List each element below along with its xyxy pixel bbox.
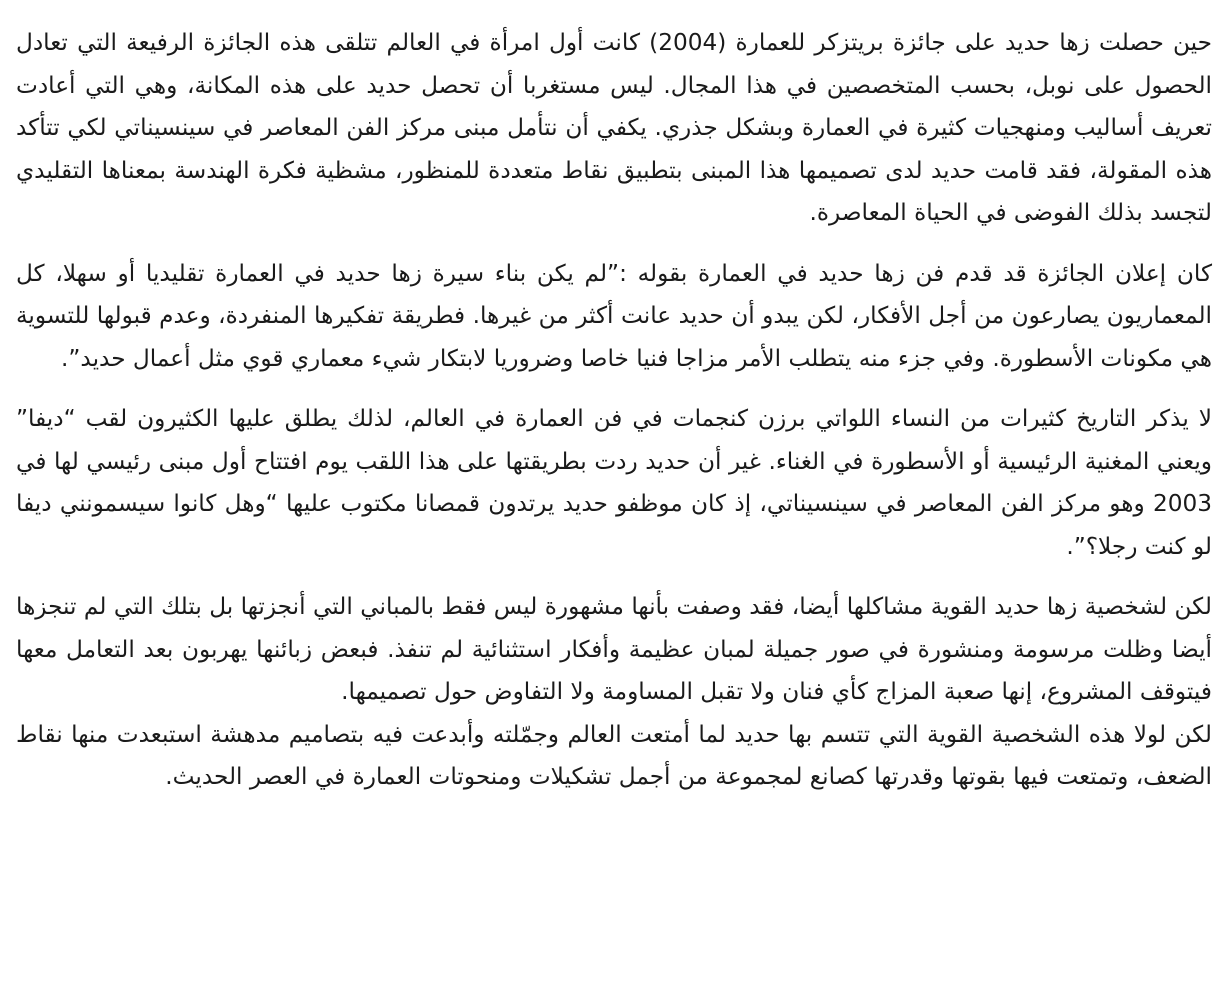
paragraph-strong-personality: لكن لولا هذه الشخصية القوية التي تتسم بها حديد لما أمتعت العالم وجمّلته وأبدعت فيه بتصاميم مدهشة استبعدت منها نقاط الضعف، وتمتعت فيها بقوتها وقدرتها كصانع لمجموعة من أجمل تشكيلات ومنحوتات العمارة في العصر الحديث.	[16, 720, 1212, 790]
paragraph-diva-title: لا يذكر التاريخ كثيرات من النساء اللواتي برزن كنجمات في فن العمارة في العالم، لذلك يطلق عليها الكثيرون لقب “ديفا” ويعني المغنية الرئيسية أو الأسطورة في الغناء. غير أن حديد ردت بطريقتها على هذا اللقب يوم افتتاح أول مبنى رئيسي لها في 2003 وهو مركز الفن المعاصر في سينسيناتي، إذ كان موظفو حديد يرتدون قمصانا مكتوب عليها “وهل كانوا سيسمونني ديفا لو كنت رجلا؟”.	[16, 405, 1212, 560]
paragraph-personality-problems: لكن لشخصية زها حديد القوية مشاكلها أيضا، فقد وصفت بأنها مشهورة ليس فقط بالمباني التي أنجزتها بل بتلك التي لم تنجزها أيضا وظلت مرسومة ومنشورة في صور جميلة لمبان عظيمة وأفكار استثنائية لم تنفذ. فبعض زبائنها يهربون بعد التعامل معها فيتوقف المشروع، إنها صعبة المزاج كأي فنان ولا تقبل المساومة ولا التفاوض حول تصميمها.	[16, 593, 1212, 705]
paragraph-prize-announcement: كان إعلان الجائزة قد قدم فن زها حديد في العمارة بقوله :”لم يكن بناء سيرة زها حديد في العمارة تقليديا أو سهلا، كل المعماريون يصارعون من أجل الأفكار، لكن يبدو أن حديد عانت أكثر من غيرها. فطريقة تفكيرها المنفردة، وعدم قبولها للتسوية هي مكونات الأسطورة. وفي جزء منه يتطلب الأمر مزاجا فنيا خاصا وضروريا لابتكار شيء معماري قوي مثل أعمال حديد”.	[16, 259, 1212, 372]
paragraph-pritzker-prize: حين حصلت زها حديد على جائزة بريتزكر للعمارة (2004) كانت أول امرأة في العالم تتلقى هذه الجائزة الرفيعة التي تعادل الحصول على نوبل، بحسب المتخصصين في هذا المجال. ليس مستغربا أن تحصل حديد على هذه المكانة، وهي التي أعادت تعريف أساليب ومنهجيات كثيرة في العمارة وبشكل جذري. يكفي أن نتأمل مبنى مركز الفن المعاصر في سينسيناتي لكي تتأكد هذه المقولة، فقد قامت حديد لدى تصميمها هذا المبنى بتطبيق نقاط متعددة للمنظور، مشظية فكرة الهندسة بمعناها التقليدي لتجسد بذلك الفوضى في الحياة المعاصرة.	[16, 29, 1212, 226]
article-body	[16, 22, 1212, 799]
